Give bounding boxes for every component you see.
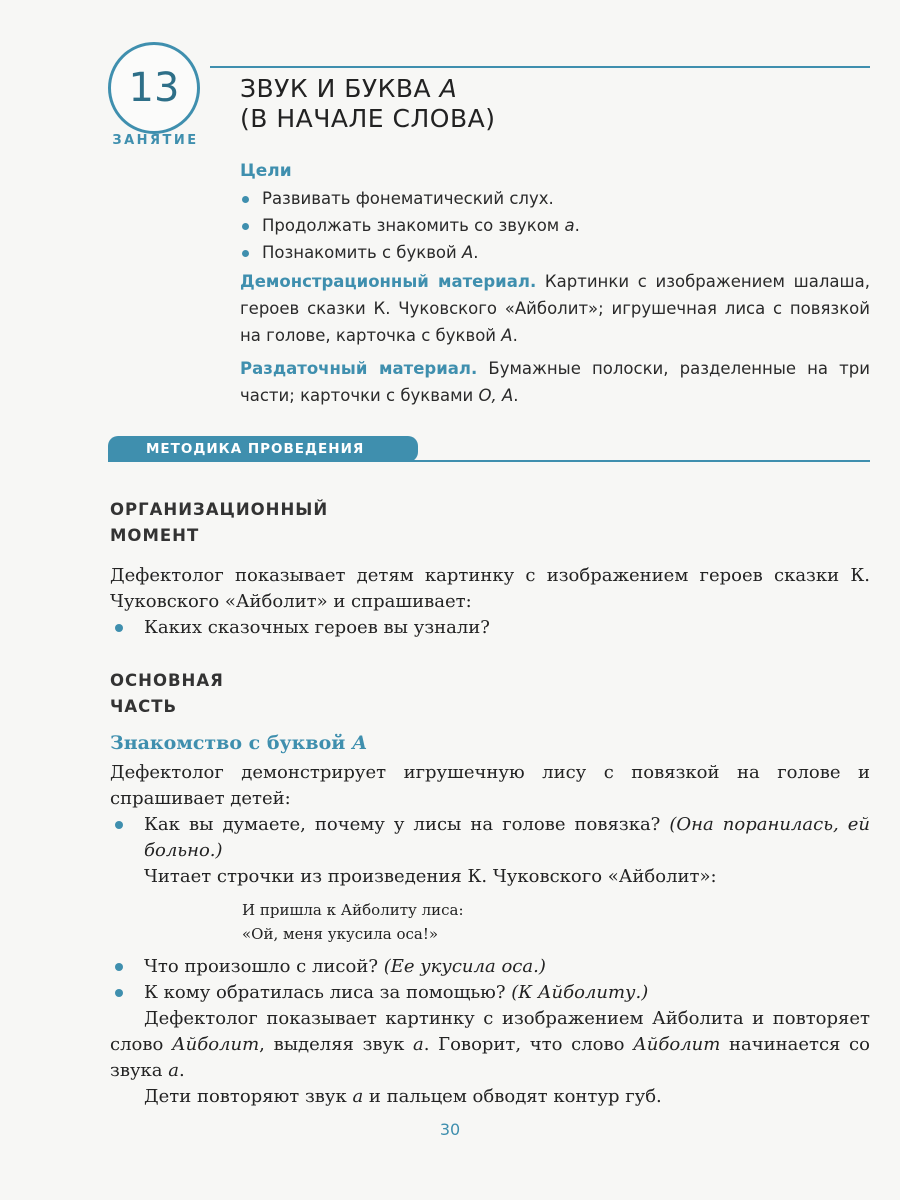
goals-list bbox=[240, 185, 870, 266]
paragraph: Дефектолог показывает картинку с изображением Айболита и повторяет слово Айболит, выделяя звук а. Говорит, что слово Айболит начинается со звука а. bbox=[110, 1008, 870, 1081]
lesson-label: ЗАНЯТИЕ bbox=[112, 133, 199, 148]
main-body-bottom bbox=[110, 954, 870, 1110]
title-rule bbox=[210, 66, 870, 68]
goals-heading: Цели bbox=[240, 161, 292, 181]
org-bullet: Каких сказочных героев вы узнали? bbox=[110, 615, 870, 641]
lesson-number: 13 bbox=[128, 65, 180, 111]
org-heading: ОРГАНИЗАЦИОННЫЙ МОМЕНТ bbox=[110, 500, 329, 545]
lesson-title: ЗВУК И БУКВА А bbox=[240, 74, 458, 103]
paragraph: Дети повторяют звук а и пальцем обводят контур губ. bbox=[144, 1086, 662, 1107]
goal-item: Познакомить с буквой А. bbox=[240, 239, 870, 266]
question-item: К кому обратилась лиса за помощью? (К Айболиту.) bbox=[110, 980, 870, 1006]
question-item: Как вы думаете, почему у лисы на голове повязка? (Она поранилась, ей больно.) bbox=[110, 812, 870, 864]
method-banner: МЕТОДИКА ПРОВЕДЕНИЯ bbox=[108, 436, 418, 462]
lesson-subtitle: (В НАЧАЛЕ СЛОВА) bbox=[240, 104, 496, 133]
org-paragraph: Дефектолог показывает детям картинку с изображением героев сказки К. Чуковского «Айболит» и спрашивает: bbox=[110, 565, 870, 612]
demo-material: Демонстрационный материал. Картинки с изображением шалаша, героев сказки К. Чуковского «Айболит»; игрушечная лиса с повязкой на голове, карточка с буквой А. bbox=[240, 272, 870, 345]
handout-material: Раздаточный материал. Бумажные полоски, разделенные на три части; карточки с буквами О, А. bbox=[240, 359, 870, 405]
main-heading: ОСНОВНАЯ ЧАСТЬ bbox=[110, 671, 224, 716]
lesson-meta bbox=[240, 158, 870, 409]
intro-paragraph: Дефектолог демонстрирует игрушечную лису с повязкой на голове и спрашивает детей: bbox=[110, 762, 870, 809]
lesson-number-badge bbox=[108, 42, 200, 134]
goal-item: Развивать фонематический слух. bbox=[240, 185, 870, 212]
question-item: Что произошло с лисой? (Ее укусила оса.) bbox=[110, 954, 870, 980]
poem-quote: И пришла к Айболиту лиса: «Ой, меня укусила оса!» bbox=[242, 901, 464, 943]
banner-rule bbox=[108, 460, 870, 462]
main-body-top bbox=[110, 760, 870, 890]
reads-line: Читает строчки из произведения К. Чуковского «Айболит»: bbox=[144, 866, 717, 887]
goal-item: Продолжать знакомить со звуком а. bbox=[240, 212, 870, 239]
page-number: 30 bbox=[439, 1120, 461, 1139]
org-body bbox=[110, 563, 870, 641]
subsection-title: Знакомство с буквой А bbox=[110, 732, 368, 754]
